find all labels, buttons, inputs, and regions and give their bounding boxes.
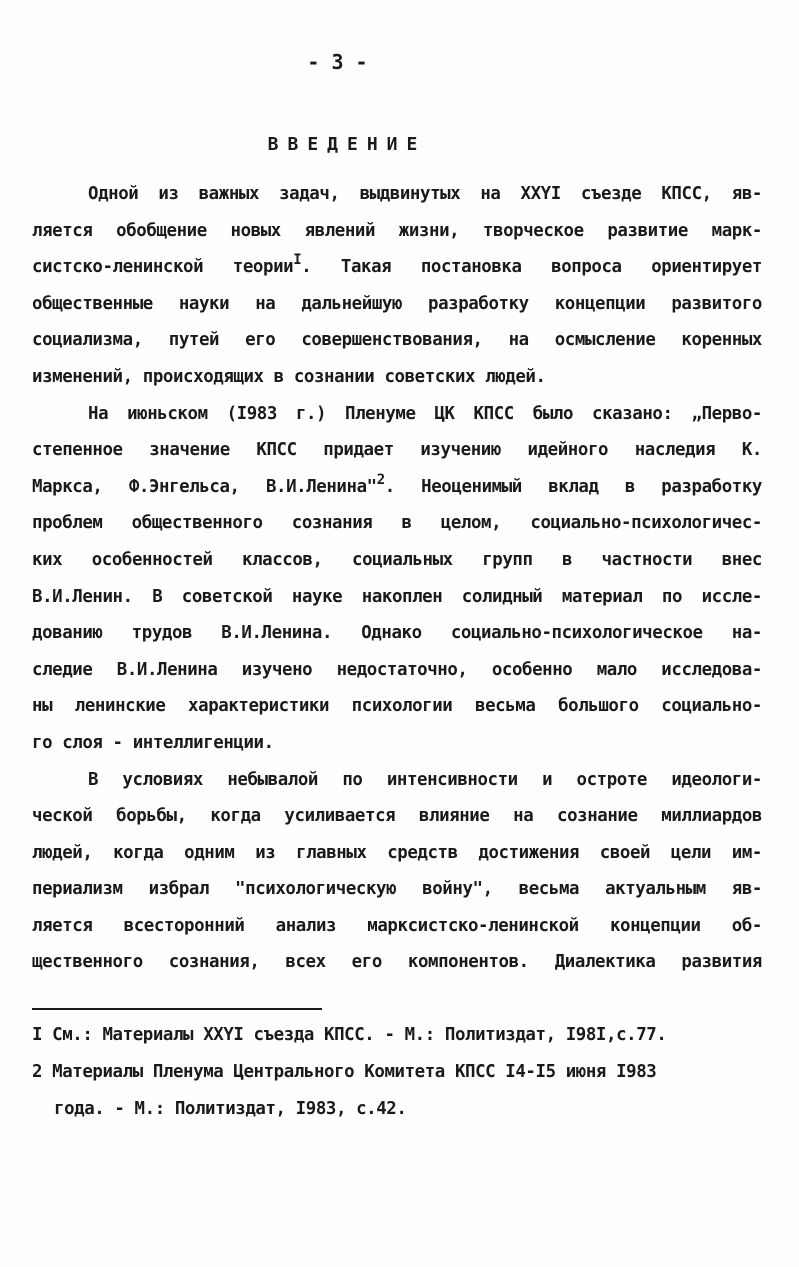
paragraph-line: общественные науки на дальнейшую разработку концепции развитого	[32, 293, 762, 314]
footnote-ref: I	[293, 252, 302, 269]
paragraph-line: людей, когда одним из главных средств достижения своей цели им-	[32, 842, 762, 863]
text-run: . Неоценимый вклад в разработку	[384, 476, 763, 497]
page-number: - 3 -	[307, 50, 368, 74]
paragraph-line: ляется обобщение новых явлений жизни, творческое развитие марк-	[32, 220, 762, 241]
footnote-2-continuation: года. - М.: Политиздат, I983, с.42.	[54, 1099, 407, 1119]
paragraph-line: В условиях небывалой по интенсивности и остроте идеологи-	[88, 769, 762, 790]
paragraph-line: периализм избрал "психологическую войну", весьма актуальным яв-	[32, 879, 762, 900]
text-run: Маркса, Ф.Энгельса, В.И.Ленина"	[32, 476, 377, 497]
section-heading: ВВЕДЕНИЕ	[267, 134, 427, 155]
paragraph-line: степенное значение КПСС придает изучению идейного наследия К.	[32, 440, 762, 461]
footnote-separator	[32, 1008, 322, 1010]
paragraph-line: Одной из важных задач, выдвинутых на XXYI съезде КПСС, яв-	[88, 184, 762, 204]
paragraph-line: ляется всесторонний анализ марксистско-ленинской концепции об-	[32, 915, 762, 936]
paragraph-line: следие В.И.Ленина изучено недостаточно, особенно мало исследова-	[32, 659, 762, 680]
footnotes	[32, 1017, 762, 1128]
paragraph-line: го слоя - интеллигенции.	[32, 732, 274, 753]
paragraph-line: дованию трудов В.И.Ленина. Однако социально-психологическое на-	[32, 623, 762, 644]
body-text	[32, 176, 762, 981]
text-run: систско-ленинской теории	[32, 257, 294, 278]
footnote-1: I См.: Материалы XXYI съезда КПСС. - М.: Политиздат, I98I,с.77.	[32, 1025, 667, 1045]
paragraph-line: социализма, путей его совершенствования, на осмысление коренных	[32, 330, 762, 351]
paragraph-line: изменений, происходящих в сознании советских людей.	[32, 366, 546, 387]
paragraph-line	[32, 469, 762, 506]
paragraph-line: проблем общественного сознания в целом, социально-психологичес-	[32, 513, 762, 534]
paragraph-line: ких особенностей классов, социальных групп в частности внес	[32, 549, 762, 570]
text-run: . Такая постановка вопроса ориентирует	[301, 257, 762, 278]
footnote-ref: 2	[376, 471, 385, 488]
paragraph-line	[32, 249, 762, 286]
paragraph-line: щественного сознания, всех его компонентов. Диалектика развития	[32, 952, 762, 973]
paragraph-line: На июньском (I983 г.) Пленуме ЦК КПСС было сказано: „Перво-	[88, 403, 762, 424]
footnote-2: 2 Материалы Пленума Центрального Комитета КПСС I4-I5 июня I983	[32, 1062, 657, 1082]
paragraph-line: ческой борьбы, когда усиливается влияние на сознание миллиардов	[32, 806, 762, 827]
paragraph-line: В.И.Ленин. В советской науке накоплен солидный материал по иссле-	[32, 586, 762, 607]
paragraph-line: ны ленинские характеристики психологии весьма большого социально-	[32, 696, 762, 717]
